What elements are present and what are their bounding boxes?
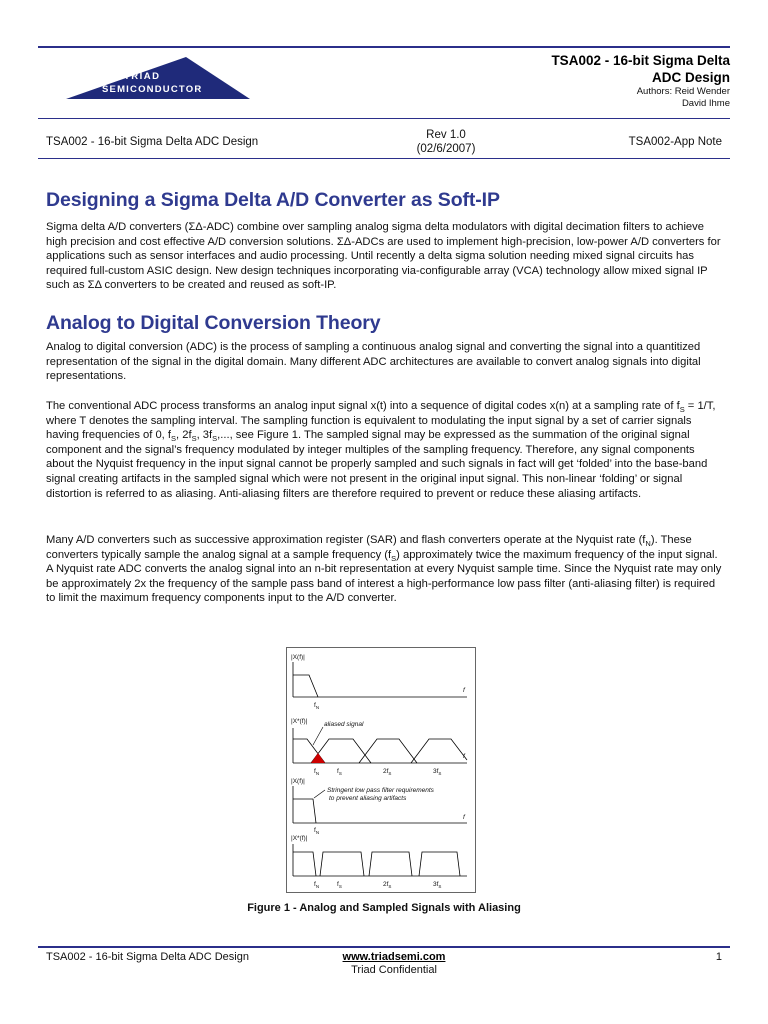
panel2-2fS: $2f_S$: [383, 768, 392, 776]
panel1-axis-f: f: [463, 687, 465, 694]
panel4-label: |X*(f)|: [291, 835, 308, 842]
page-number: 1: [715, 951, 722, 963]
panel2-label: |X*(f)|: [291, 718, 308, 725]
panel2-3fS: $3f_S$: [433, 768, 442, 776]
footer-center: [304, 951, 484, 977]
figure-caption: Figure 1 - Analog and Sampled Signals with Aliasing: [247, 902, 521, 914]
subheader-revision: [384, 128, 508, 156]
section2-paragraph2: The conventional ADC process transforms an analog input signal x(t) into a sequence of digital codes x(n) at a sampling rate of $f_S = 1/T$, where T denotes the sampling interval. The sampling function is equivalent to modulating the input signal by a set of carrier signals having frequencies of 0, $f_S$, $2f_S$, $3f_S$,..., see Figure 1. The sampled signal may be expressed as the summation of the original signal component and the signal’s frequency modulated by integer multiples of the sampling frequency. Therefore, any signal components about the Nyquist frequency in the input signal cannot be properly sampled and such signals in fact will get ‘folded’ into the base-band signal creating artifacts in the sampled signal which were not present in the original input signal. This non-linear ‘folding’ or signal distortion is referred to as aliasing. Anti-aliasing filters are therefore required to prevent or reduce these aliasing artifacts.: [46, 400, 716, 500]
stringent-line1: Stringent low pass filter requirements: [327, 787, 434, 794]
authors-line1: Authors: Reid Wender: [636, 86, 730, 97]
logo-line2: SEMICONDUCTOR: [102, 84, 203, 95]
authors-line2: David Ihme: [681, 97, 730, 109]
panel1-label: |X(f)|: [291, 654, 305, 661]
panel2-axis-f: f: [463, 753, 465, 760]
panel1-spectrum: [293, 675, 318, 697]
panel1-fN: $f_N$: [314, 702, 320, 710]
header-top-rule: [38, 46, 730, 48]
panel3-label: |X(f)|: [291, 778, 305, 785]
website-link[interactable]: www.triadsemi.com: [342, 951, 446, 963]
panel2-fS: $f_S$: [337, 768, 342, 776]
aliased-signal-label: aliased signal: [324, 721, 364, 728]
footer-rule: [38, 946, 730, 948]
triad-logo: [66, 57, 250, 100]
subheader-bottom-rule: [38, 158, 730, 159]
confidential-label: Triad Confidential: [351, 964, 437, 976]
section1-heading: Designing a Sigma Delta A/D Converter as Soft-IP: [46, 189, 500, 211]
figure-aliasing-diagram: [286, 647, 476, 893]
rev-label: Rev 1.0: [426, 129, 466, 141]
doc-title-line2: ADC Design: [651, 70, 730, 85]
section2-paragraph1: Analog to digital conversion (ADC) is the process of sampling a continuous analog signal and converting the signal into a quantitized representation of the signal in the digital domain. Many different ADC architectures are available to convert analog signals into digital representations.: [46, 341, 701, 383]
section2-paragraph3: Many A/D converters such as successive approximation register (SAR) and flash converters operate at the Nyquist rate $(f_N)$. These converters typically sample the analog signal at a sample frequency $(f_S)$ approximately twice the maximum frequency of the input signal. A Nyquist rate ADC converts the analog signal into an n-bit representation at every Nyquist sample time. Since the Nyquist rate may only be approximately 2x the frequency of the sample pass band of interest a high-performance low pass filter (anti-aliasing filter) is required to limit the maximum frequency components input to the A/D converter.: [46, 534, 722, 605]
panel4-fS: $f_S$: [337, 881, 342, 889]
footer-left: TSA002 - 16-bit Sigma Delta ADC Design: [46, 951, 249, 963]
panel4-fN: $f_N$: [314, 881, 320, 889]
subheader-right: TSA002-App Note: [628, 136, 722, 148]
aliasing-overlap: [311, 753, 325, 763]
section2-heading: Analog to Digital Conversion Theory: [46, 312, 381, 334]
panel3-fN: $f_N$: [314, 827, 320, 835]
doc-title-line1: TSA002 - 16-bit Sigma Delta: [551, 53, 730, 68]
panel4-3fS: $3f_S$: [433, 881, 442, 889]
logo-line1: TRIAD: [124, 71, 161, 82]
rev-date: (02/6/2007): [416, 143, 476, 155]
subheader-top-rule: [38, 118, 730, 119]
panel4-spectrum: [293, 852, 316, 876]
panel3-spectrum: [293, 799, 316, 823]
stringent-line2: to prevent aliasing artifacts: [329, 795, 407, 802]
subheader-left: TSA002 - 16-bit Sigma Delta ADC Design: [46, 136, 259, 148]
panel2-fN: $f_N$: [314, 768, 320, 776]
panel3-axis-f: f: [463, 814, 465, 821]
authors: [637, 86, 730, 109]
section1-paragraph: Sigma delta A/D converters (ΣΔ-ADC) combine over sampling analog sigma delta modulators with digital decimation filters to achieve high precision and cost effective A/D conversion solutions. ΣΔ-ADCs are used to implement high-precision, low-power A/D converters for applications such as sensor interfaces and audio processing. Until recently a delta sigma solution needing mixed signal circuits has required full-custom ASIC design. New design techniques incorporating via-configurable array (VCA) technology allow mixed signal IP such as ΣΔ converters to be created and reused as soft-IP.: [46, 221, 721, 292]
doc-title: [551, 52, 730, 86]
panel4-2fS: $2f_S$: [383, 881, 392, 889]
